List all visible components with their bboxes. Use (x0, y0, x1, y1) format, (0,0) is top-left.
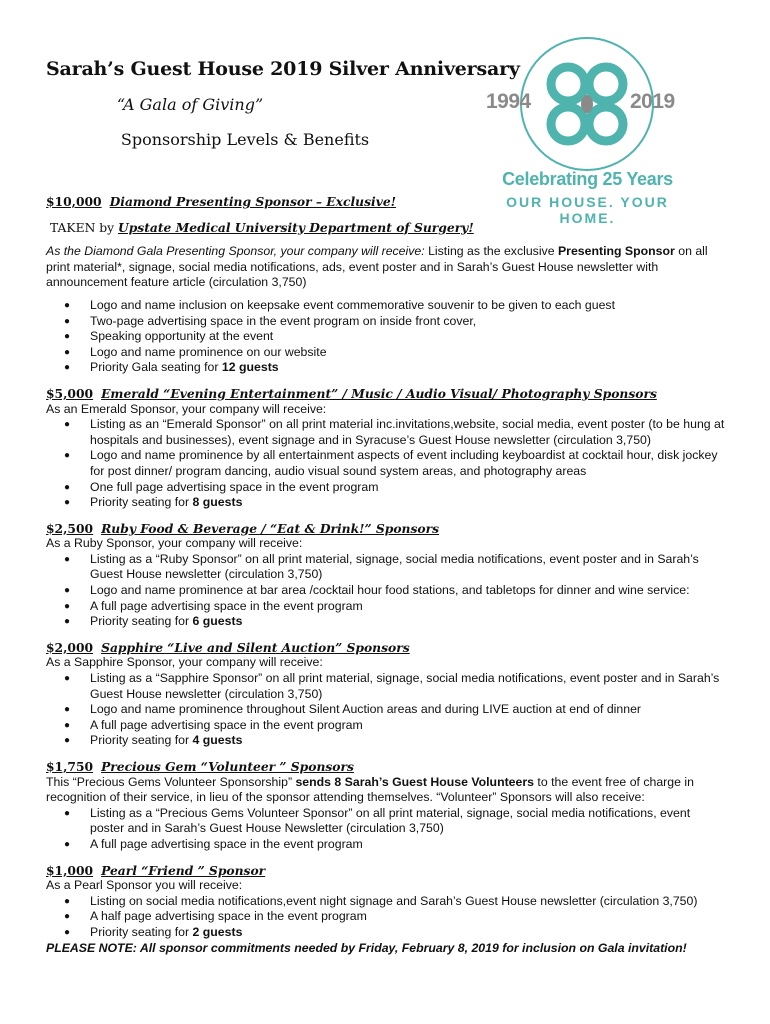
list-item: ● Logo and name prominence at bar area /cocktail hour food stations, and tabletops for dinner and wine service: (90, 583, 726, 599)
list-item: ● Listing on social media notifications,event night signage and Sarah’s Guest House newsletter (circulation 3,750) (90, 894, 726, 910)
gem-name: Precious Gem “Volunteer ” Sponsors (101, 759, 354, 774)
pearl-intro: As a Pearl Sponsor you will receive: (46, 878, 243, 893)
sponsorship-content (46, 194, 726, 956)
gem-amount: $1,750 (46, 759, 94, 774)
gem-benefits (46, 806, 726, 853)
logo-year-end: 2019 (630, 90, 675, 113)
list-item: ● Two-page advertising space in the event program on inside front cover, (90, 314, 726, 330)
diamond-intro: As the Diamond Gala Presenting Sponsor, your company will receive: Listing as the exclusive Presenting Sponsor on all print material*, signage, social media notifications, ads, event poster and in Sarah’s Guest House newsletter with announcement feature article (circulation 3,750) (46, 244, 708, 290)
diamond-taken (50, 220, 726, 237)
ruby-benefits (46, 552, 726, 630)
emerald-heading (46, 386, 726, 402)
sapphire-name: Sapphire “Live and Silent Auction” Sponsors (101, 639, 410, 655)
diamond-heading (46, 194, 726, 210)
list-item: ● Listing as a “Ruby Sponsor” on all print material, signage, social media notifications, event poster and in Sarah’s Guest House newsletter (circulation 3,750) (90, 552, 726, 583)
taken-org: Upstate Medical University Department of Surgery! (117, 219, 474, 235)
sponsorship-heading: Sponsorship Levels & Benefits (120, 130, 370, 149)
list-item: ● Priority seating for 8 guests (90, 495, 726, 511)
list-item: ● Logo and name prominence throughout Silent Auction areas and during LIVE auction at end of dinner (90, 702, 726, 718)
anniversary-logo (480, 34, 695, 226)
diamond-amount: $10,000 (46, 194, 102, 209)
emerald-benefits (46, 417, 726, 511)
list-item: ● Logo and name prominence on our website (90, 345, 726, 361)
list-item: ● Listing as a “Sapphire Sponsor” on all print material, signage, social media notifications, event poster and in Sarah’s Guest House newsletter (circulation 3,750) (90, 671, 726, 702)
list-item: ● Logo and name inclusion on keepsake event commemorative souvenir to be given to each guest (90, 298, 726, 314)
sapphire-intro: As a Sapphire Sponsor, your company will receive: (46, 655, 323, 670)
sapphire-amount: $2,000 (46, 639, 94, 655)
ruby-name: Ruby Food & Beverage / “Eat & Drink!” Sponsors (101, 520, 440, 536)
list-item: ● Priority seating for 2 guests (90, 925, 726, 941)
list-item: ● A full page advertising space in the event program (90, 599, 726, 615)
list-item: ● Logo and name prominence by all entertainment aspects of event including keyboardist at cocktail hour, disk jockey for post dinner/ program dancing, audio visual sound system areas, and photography areas (90, 448, 726, 479)
emerald-amount: $5,000 (46, 385, 94, 401)
list-item: ● Priority seating for 4 guests (90, 733, 726, 749)
list-item: ● A half page advertising space in the event program (90, 909, 726, 925)
diamond-benefits (46, 298, 726, 376)
pearl-amount: $1,000 (46, 862, 94, 878)
pearl-heading (46, 863, 726, 879)
ruby-intro: As a Ruby Sponsor, your company will receive: (46, 536, 303, 551)
emerald-intro: As an Emerald Sponsor, your company will receive: (46, 401, 327, 416)
list-item: ● Priority Gala seating for 12 guests (90, 360, 726, 376)
list-item: ● One full page advertising space in the event program (90, 480, 726, 496)
footer-note: PLEASE NOTE: All sponsor commitments needed by Friday, February 8, 2019 for inclusion on Gala invitation! (46, 940, 687, 955)
taken-prefix: TAKEN by (50, 220, 118, 235)
list-item: ● Speaking opportunity at the event (90, 329, 726, 345)
ruby-amount: $2,500 (46, 520, 94, 536)
list-item: ● Listing as a “Precious Gems Volunteer Sponsor” on all print material, signage, social media notifications, event poster and in Sarah’s Guest House Newsletter (circulation 3,750) (90, 806, 726, 837)
sapphire-heading (46, 640, 726, 656)
page-title: Sarah’s Guest House 2019 Silver Anniversary (46, 58, 520, 80)
logo-year-start: 1994 (486, 90, 531, 113)
ruby-heading (46, 521, 726, 537)
gem-heading (46, 759, 726, 775)
logo-celebrating: Celebrating 25 Years (502, 169, 673, 189)
emerald-name: Emerald “Evening Entertainment” / Music / Audio Visual/ Photography Sponsors (101, 385, 657, 401)
event-subtitle: “A Gala of Giving” (116, 95, 264, 114)
list-item: ● Priority seating for 6 guests (90, 614, 726, 630)
pearl-name: Pearl “Friend ” Sponsor (101, 862, 266, 878)
list-item: ● A full page advertising space in the event program (90, 718, 726, 734)
list-item: ● A full page advertising space in the event program (90, 837, 726, 853)
gem-intro: This “Precious Gems Volunteer Sponsorship” sends 8 Sarah’s Guest House Volunteers to the event free of charge in recognition of their service, in lieu of the sponsor attending themselves. “Volunteer” Sponsors will also receive: (46, 774, 694, 805)
logo-tagline: OUR HOUSE. YOUR HOME. (506, 194, 669, 226)
sapphire-benefits (46, 671, 726, 749)
list-item: ● Listing as an “Emerald Sponsor” on all print material inc.invitations,website, social media, event poster (to be hung at hospitals and businesses), event signage and in Syracuse’s Guest House newsletter (circulation 3,750) (90, 417, 726, 448)
diamond-name: Diamond Presenting Sponsor – Exclusive! (109, 194, 397, 209)
pearl-benefits (46, 894, 726, 941)
